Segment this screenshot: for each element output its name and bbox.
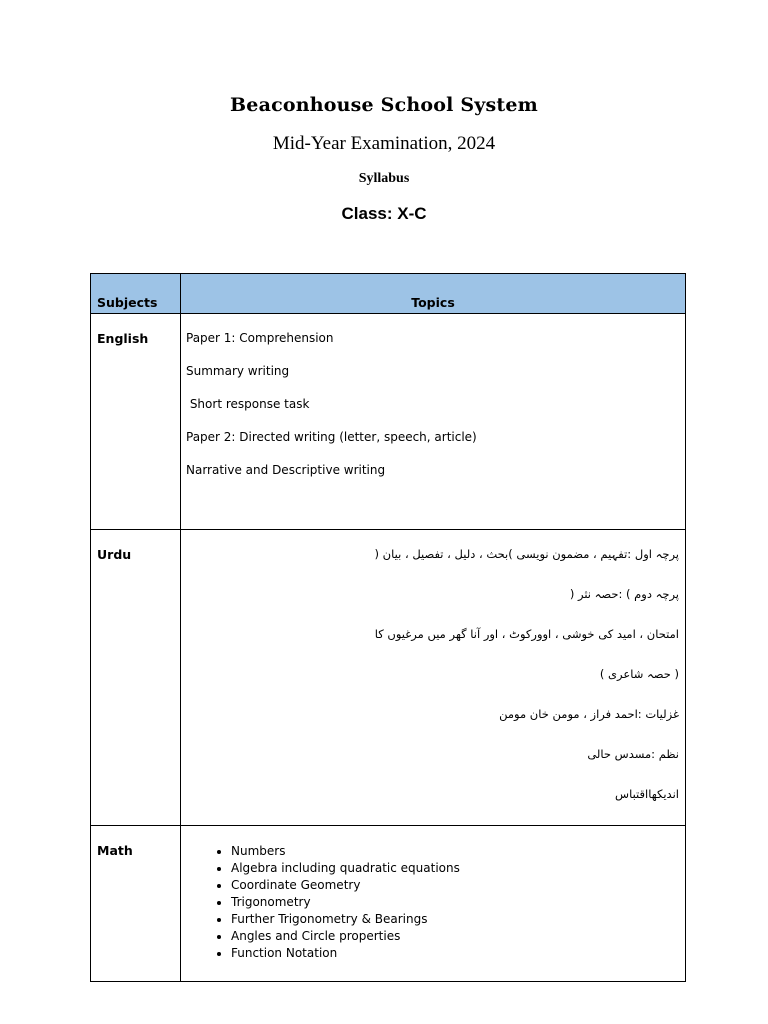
topic-item: امتحان ، امید کی خوشی ، اوورکوٹ ، اور آنا گھر میں مرغیوں کا [374, 627, 679, 641]
topic-item: Paper 2: Directed writing (letter, speech, article) [186, 430, 477, 444]
list-item: • Angles and Circle properties [231, 928, 685, 945]
math-topic-list [181, 826, 685, 962]
topic-item: پرچہ اول :تفہیم ، مضمون نویسی )بحث ، دلیل ، تفصیل ، بیان ( [374, 547, 679, 561]
topics-cell-english [181, 314, 686, 530]
column-header-subjects: Subjects [91, 274, 181, 314]
topic-item: Narrative and Descriptive writing [186, 463, 386, 477]
column-header-topics: Topics [181, 274, 686, 314]
list-item: • Numbers [231, 843, 685, 860]
topics-cell-urdu [181, 530, 686, 826]
exam-title: Mid-Year Examination, 2024 [272, 133, 496, 154]
topic-item: نظم :مسدس حالی [587, 747, 679, 761]
syllabus-label: Syllabus [358, 171, 410, 186]
topic-item: Summary writing [186, 364, 290, 378]
topic-item: Paper 1: Comprehension [186, 331, 334, 345]
table-row-math [91, 826, 686, 982]
list-item: • Trigonometry [231, 894, 685, 911]
topic-item: ( حصہ شاعری ) [599, 667, 679, 681]
school-name: Beaconhouse School System [230, 94, 538, 116]
topic-item: پرچہ دوم ) :حصہ نثر ( [569, 587, 679, 601]
list-item: • Function Notation [231, 945, 685, 962]
table-row-urdu [91, 530, 686, 826]
list-item: • Algebra including quadratic equations [231, 860, 685, 877]
topic-item: Short response task [186, 397, 310, 411]
syllabus-table [90, 273, 686, 982]
subject-cell-math: Math [91, 826, 181, 982]
subject-cell-urdu: Urdu [91, 530, 181, 826]
list-item: • Coordinate Geometry [231, 877, 685, 894]
topic-item: اندیکھااقتباس [615, 787, 679, 801]
class-label: Class: X-C [341, 204, 427, 223]
list-item: • Further Trigonometry & Bearings [231, 911, 685, 928]
topic-item: غزلیات :احمد فراز ، مومن خان مومن [499, 707, 679, 721]
table-row-english [91, 314, 686, 530]
topics-cell-math [181, 826, 686, 982]
subject-cell-english: English [91, 314, 181, 530]
table-header-row [91, 274, 686, 314]
